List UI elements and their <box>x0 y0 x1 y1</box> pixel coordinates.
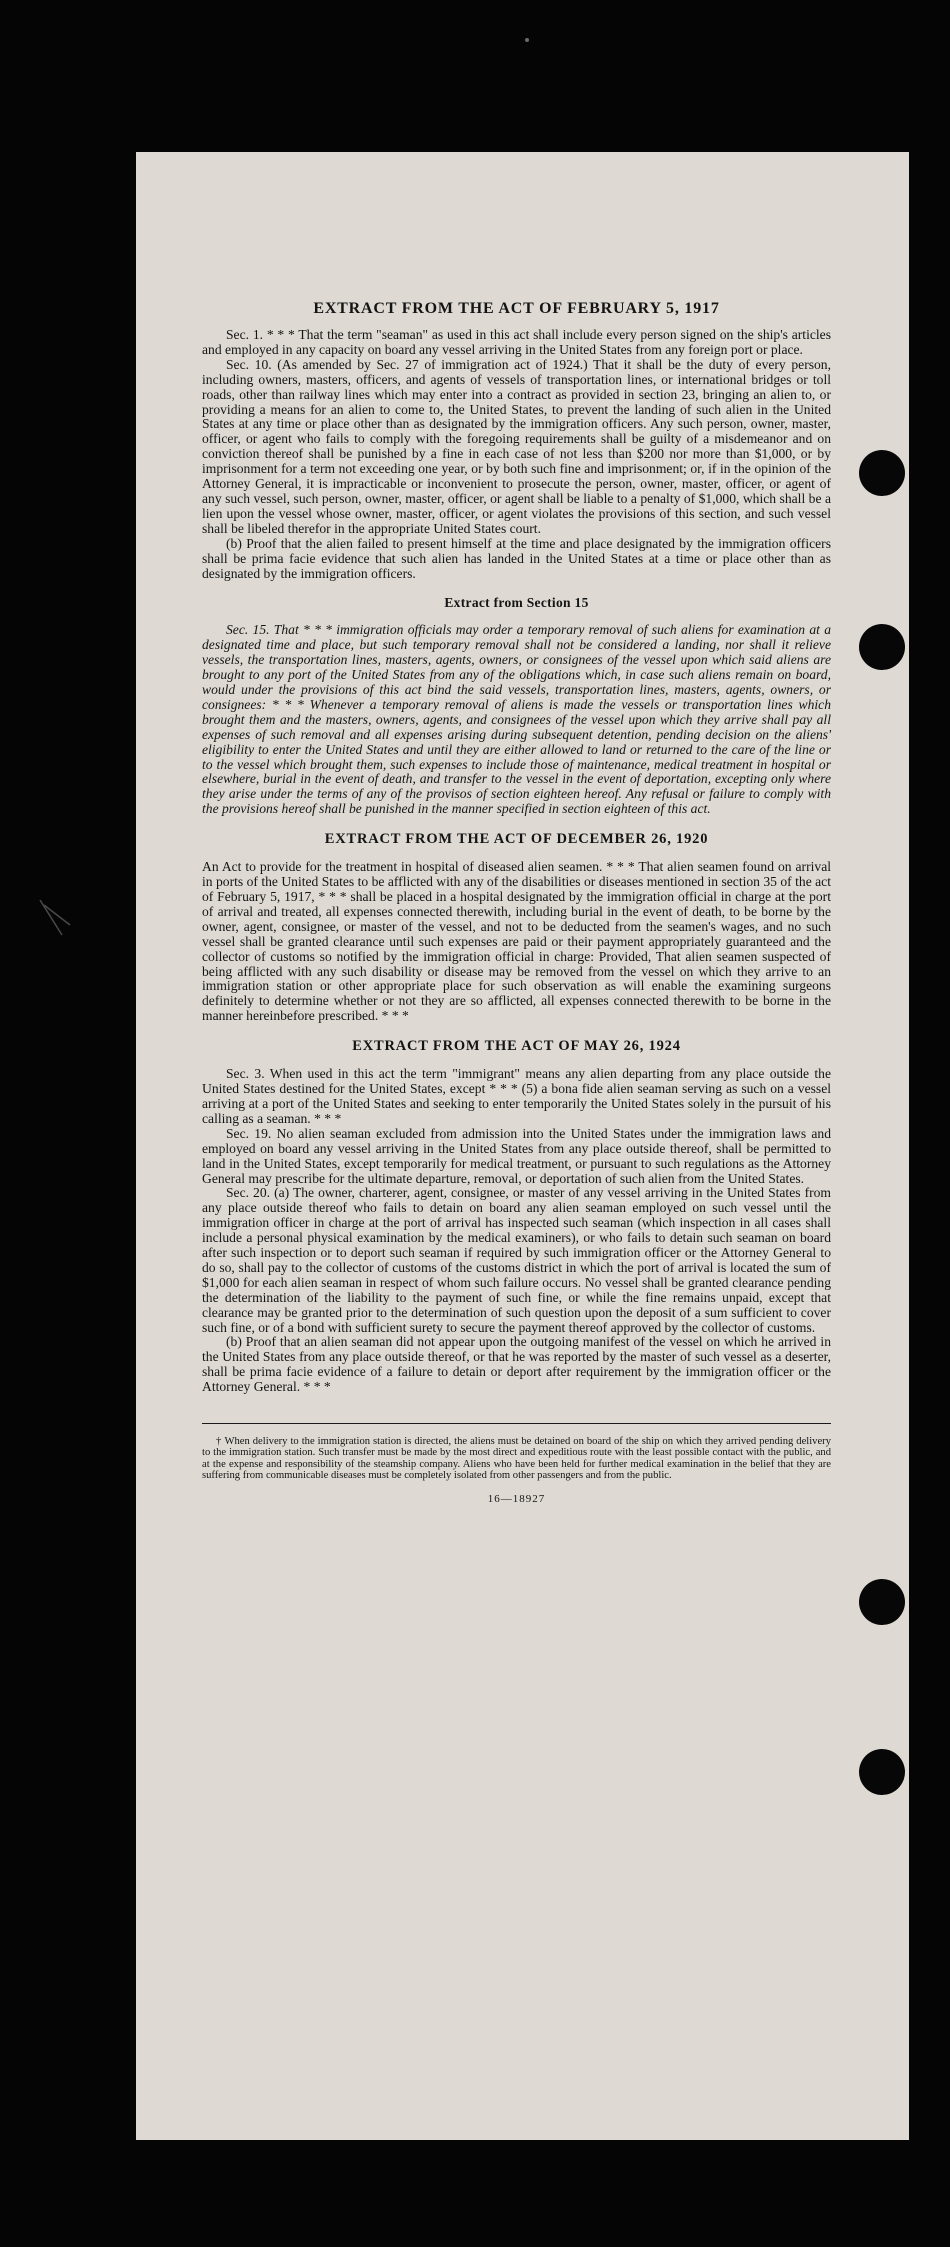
document-page <box>136 152 909 2140</box>
punch-holes <box>859 152 919 2140</box>
punch-hole <box>859 624 905 670</box>
section-paragraph: (b) Proof that an alien seaman did not appear upon the outgoing manifest of the vessel on which he arrived in the United States from any place outside thereof, or that he was reported by the master of such vessel as a deserter, shall be prima facie evidence of a failure to detain or deport after requirement by the immigration officer or the Attorney General. * * * <box>202 1334 831 1395</box>
act-1924-section <box>202 1038 831 1395</box>
act-1920-section <box>202 831 831 1024</box>
section-heading: Extract from Section 15 <box>444 595 589 611</box>
section-paragraph: Sec. 20. (a) The owner, charterer, agent, consignee, or master of any vessel arriving in the United States from any place outside thereof who fails to detain on board any alien seaman employed on such vessel until the immigration officer in charge at the port of arrival has inspected such seaman (which inspection in all cases shall include a personal physical examination by the medical examiners), or who fails to detain such seaman on board after such inspection or to deport such seaman if required by such immigration officer or the Attorney General to do so, shall pay to the collector of customs of the customs district in which the port of arrival is located the sum of $1,000 for each alien seaman in respect of whom such failure occurs. No vessel shall be granted clearance pending the determination of the liability to the payment of such fine, or while the fine remains unpaid, except that clearance may be granted prior to the determination of such question upon the deposit of a sum sufficient to cover such fine, or of a bond with sufficient surety to secure the payment thereof approved by the collector of customs. <box>202 1185 831 1335</box>
section-heading: EXTRACT FROM THE ACT OF MAY 26, 1924 <box>352 1038 681 1055</box>
punch-hole <box>859 1749 905 1795</box>
footnote: † When delivery to the immigration station is directed, the aliens must be detained on board of the ship on which they arrived pending delivery to the immigration station. Such transfer must be made by the most direct and expeditious route with the least possible contact with the public, and at the expense and responsibility of the steamship company. Aliens who have been held for further medical examination in the belief that they are suffering from communicable diseases must be completely isolated from other passengers and from the public. <box>202 1436 831 1481</box>
section-paragraph: (b) Proof that the alien failed to present himself at the time and place designated by the immigration officers shall be prima facie evidence that such alien has landed in the United States at a time or place other than as designated by the immigration officers. <box>202 535 831 581</box>
punch-hole <box>859 450 905 496</box>
section-paragraph: An Act to provide for the treatment in hospital of diseased alien seamen. * * * That alien seamen found on arrival in ports of the United States to be afflicted with any of the disabilities or diseases mentioned in section 35 of the act of February 5, 1917, * * * shall be placed in a hospital designated by the immigration official in charge at the port of arrival and treated, all expenses connected therewith, including burial in the event of death, to be borne by the owner, agent, consignee, or master of the vessel, and not to be deducted from the seamen's wages, and no such vessel shall be granted clearance until such expenses are paid or their payment appropriately guaranteed and the collector of customs so notified by the immigration official in charge: Provided, That alien seamen suspected of being afflicted with any such disability or disease may be removed from the vessel on which they arrive to an immigration station or other appropriate place for such observation as will enable the examining surgeons definitely to determine whether or not they are so afflicted, all expenses connected therewith to be borne in the manner hereinbefore prescribed. * * * <box>202 859 831 1024</box>
section-paragraph: Sec. 10. (As amended by Sec. 27 of immigration act of 1924.) That it shall be the duty of every person, including owners, masters, officers, and agents of vessels of transportation lines, or international bridges or toll roads, other than railway lines which may enter into a contract as provided in section 23, bringing an alien to, or providing a means for an alien to come to, the United States, to prevent the landing of such alien in the United States at any time or place other than as designated by the immigration officers. Any such person, owner, master, officer, or agent who fails to comply with the foregoing requirements shall be guilty of a misdemeanor and on conviction thereof shall be punished by a fine in each case of not less than $200 nor more than $1,000, or by imprisonment for a term not exceeding one year, or by both such fine and imprisonment; or, if in the opinion of the Attorney General, it is impracticable or inconvenient to prosecute the person, owner, master, officer, or agent of any such vessel, such person, owner, master, officer, or agent shall be liable to a penalty of $1,000, which shall be a lien upon the vessel whose owner, master, officer, or agent violates the provisions of this section, and such vessel shall be libeled therefor in the appropriate United States court. <box>202 356 831 536</box>
act-1917-section <box>202 300 831 581</box>
section-paragraph: Sec. 3. When used in this act the term "immigrant" means any alien departing from any place outside the United States destined for the United States, except * * * (5) a bona fide alien seaman serving as such on a vessel arriving at a port of the United States and seeking to enter temporarily the United States solely in the pursuit of his calling as a seaman. * * * <box>202 1066 831 1126</box>
section-heading: EXTRACT FROM THE ACT OF FEBRUARY 5, 1917 <box>313 300 720 317</box>
section-15-extract <box>202 595 831 817</box>
print-code: 16—18927 <box>487 1493 546 1506</box>
footnote-divider <box>202 1423 831 1424</box>
section-paragraph: Sec. 1. * * * That the term "seaman" as used in this act shall include every person signed on the ship's articles and employed in any capacity on board any vessel arriving in the United States from any foreign port or place. <box>202 327 831 357</box>
section-paragraph: Sec. 15. That * * * immigration officials may order a temporary removal of such aliens for examination at a designated time and place, but such temporary removal shall not be considered a landing, nor shall it relieve vessels, the transportation lines, masters, agents, owners, or consignees of the vessel upon which said aliens are brought to any port of the United States from any of the obligations which, in case such aliens remain on board, would under the provisions of this act bind the said vessels, transportation lines, masters, agents, owners, or consignees: * * * Whenever a temporary removal of aliens is made the vessels or transportation lines which brought them and the masters, owners, agents, and consignees of the vessel upon which they arrive shall pay all expenses of such removal and all expenses arising during subsequent detention, pending decision on the aliens' eligibility to enter the United States and until they are either allowed to land or returned to the care of the line or to the vessel which brought them, such expenses to include those of maintenance, medical treatment in hospital or elsewhere, burial in the event of death, and transfer to the vessel in the event of deportation, excepting only where they arise under the terms of any of the provisos of section eighteen hereof. Any refusal or failure to comply with the provisions hereof shall be punished in the manner specified in section eighteen of this act. <box>202 622 831 817</box>
section-heading: EXTRACT FROM THE ACT OF DECEMBER 26, 1920 <box>324 831 709 848</box>
punch-hole <box>859 1579 905 1625</box>
section-paragraph: Sec. 19. No alien seaman excluded from admission into the United States under the immigration laws and employed on board any vessel arriving in the United States from any place outside thereof, shall be permitted to land in the United States, except temporarily for medical treatment, or pursuant to such regulations as the Attorney General may prescribe for the ultimate departure, removal, or deportation of such alien from the United States. <box>202 1125 831 1186</box>
